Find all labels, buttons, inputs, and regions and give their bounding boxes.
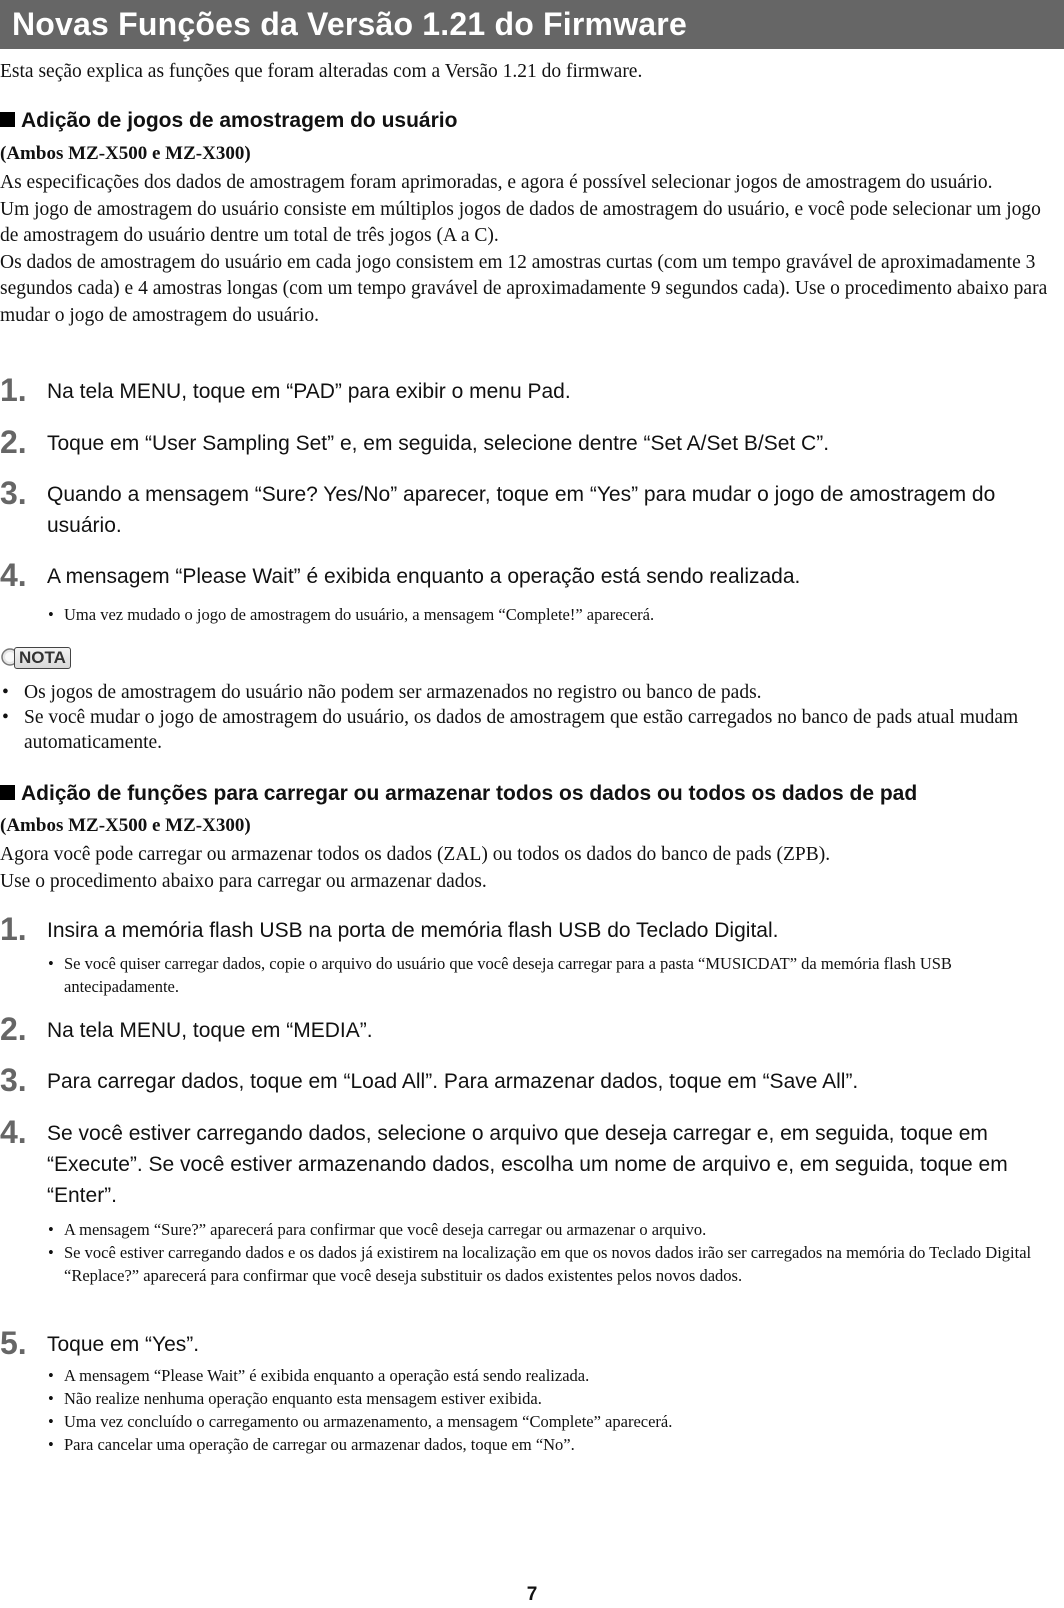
section2-step-1 bbox=[0, 911, 1060, 947]
section2-paragraphs bbox=[0, 842, 1060, 895]
paragraph: Os dados de amostragem do usuário em cada jogo consistem em 12 amostras curtas (com um tempo gravável de aproximadamente 3 segundos cada) e 4 amostras longas (com um tempo gravável de aproximadamente 9 segundos cada). Use o procedimento abaixo para mudar o jogo de amostragem do usuário. bbox=[0, 251, 1048, 326]
step-number: 2. bbox=[0, 1011, 27, 1047]
square-bullet-icon bbox=[0, 785, 15, 800]
section1-step-1 bbox=[0, 372, 1060, 408]
page-title: Novas Funções da Versão 1.21 do Firmware bbox=[12, 6, 687, 42]
section2-step-2 bbox=[0, 1011, 1060, 1047]
step-number: 4. bbox=[0, 1114, 27, 1150]
list-item: • Não realize nenhuma operação enquanto esta mensagem estiver exibida. bbox=[48, 1387, 1048, 1410]
section1-models: (Ambos MZ-X500 e MZ-X300) bbox=[0, 143, 251, 164]
step-number: 1. bbox=[0, 911, 27, 947]
section2-step-4 bbox=[0, 1114, 1060, 1211]
section2-step-5 bbox=[0, 1325, 1060, 1361]
section1-heading bbox=[0, 108, 457, 134]
step-number: 1. bbox=[0, 372, 27, 408]
section2-step5-bullets bbox=[48, 1364, 1048, 1456]
list-item: • Os jogos de amostragem do usuário não podem ser armazenados no registro ou banco de pads. bbox=[2, 680, 1042, 705]
section1-step4-bullets bbox=[48, 603, 1048, 626]
list-item: • A mensagem “Sure?” aparecerá para confirmar que você deseja carregar ou armazenar o arquivo. bbox=[48, 1218, 1048, 1241]
step-number: 3. bbox=[0, 1062, 27, 1098]
step-text: Insira a memória flash USB na porta de memória flash USB do Teclado Digital. bbox=[47, 919, 779, 942]
step-text: Na tela MENU, toque em “PAD” para exibir o menu Pad. bbox=[47, 380, 571, 403]
section2-step-3 bbox=[0, 1062, 1060, 1098]
list-item: • A mensagem “Please Wait” é exibida enquanto a operação está sendo realizada. bbox=[48, 1364, 1048, 1387]
page-number: 7 bbox=[526, 1584, 538, 1605]
section1-heading-text: Adição de jogos de amostragem do usuário bbox=[21, 109, 458, 132]
step-text: Para carregar dados, toque em “Load All”. Para armazenar dados, toque em “Save All”. bbox=[47, 1070, 859, 1093]
list-item: • Uma vez concluído o carregamento ou armazenamento, a mensagem “Complete” aparecerá. bbox=[48, 1410, 1048, 1433]
step-text: Toque em “Yes”. bbox=[47, 1333, 200, 1356]
step-number: 3. bbox=[0, 475, 27, 511]
step-text: Na tela MENU, toque em “MEDIA”. bbox=[47, 1019, 373, 1042]
step-number: 5. bbox=[0, 1325, 27, 1361]
square-bullet-icon bbox=[0, 112, 15, 127]
list-item: • Se você quiser carregar dados, copie o arquivo do usuário que você deseja carregar para a pasta “MUSICDAT” da memória flash USB antecipadamente. bbox=[48, 952, 1048, 998]
section2-models: (Ambos MZ-X500 e MZ-X300) bbox=[0, 815, 251, 836]
section2-heading-text: Adição de funções para carregar ou armazenar todos os dados ou todos os dados de pad bbox=[21, 782, 918, 805]
paragraph: Um jogo de amostragem do usuário consiste em múltiplos jogos de dados de amostragem do usuário, e você pode selecionar um jogo de amostragem do usuário dentre um total de três jogos (A a C). bbox=[0, 198, 1041, 246]
section1-step-4 bbox=[0, 557, 1060, 593]
title-bar bbox=[0, 0, 1064, 49]
section1-paragraphs bbox=[0, 170, 1060, 329]
section1-step-3 bbox=[0, 475, 1060, 541]
step-text: Quando a mensagem “Sure? Yes/No” aparecer, toque em “Yes” para mudar o jogo de amostragem do usuário. bbox=[47, 483, 996, 537]
step-number: 2. bbox=[0, 424, 27, 460]
note-label bbox=[0, 647, 71, 669]
step-number: 4. bbox=[0, 557, 27, 593]
list-item: • Para cancelar uma operação de carregar ou armazenar dados, toque em “No”. bbox=[48, 1433, 1048, 1456]
step-text: A mensagem “Please Wait” é exibida enquanto a operação está sendo realizada. bbox=[47, 565, 801, 588]
list-item: • Se você mudar o jogo de amostragem do usuário, os dados de amostragem que estão carregados no banco de pads atual mudam automaticamente. bbox=[2, 705, 1042, 755]
note-bullets bbox=[2, 680, 1042, 755]
step-text: Toque em “User Sampling Set” e, em seguida, selecione dentre “Set A/Set B/Set C”. bbox=[47, 432, 830, 455]
paragraph: Agora você pode carregar ou armazenar todos os dados (ZAL) ou todos os dados do banco de pads (ZPB). bbox=[0, 844, 831, 865]
section1-step-2 bbox=[0, 424, 1060, 460]
list-item: • Uma vez mudado o jogo de amostragem do usuário, a mensagem “Complete!” aparecerá. bbox=[48, 603, 1048, 626]
section2-step4-bullets bbox=[48, 1218, 1048, 1287]
step-text: Se você estiver carregando dados, selecione o arquivo que deseja carregar e, em seguida, toque em “Execute”. Se você estiver armazenando dados, escolha um nome de arquivo e, em seguida, toque em “Enter”. bbox=[47, 1122, 1008, 1207]
note-badge: NOTA bbox=[14, 647, 71, 669]
section2-heading bbox=[0, 781, 917, 807]
intro-text: Esta seção explica as funções que foram alteradas com a Versão 1.21 do firmware. bbox=[0, 61, 643, 82]
section2-step1-bullets bbox=[48, 952, 1048, 998]
paragraph: As especificações dos dados de amostragem foram aprimoradas, e agora é possível selecionar jogos de amostragem do usuário. bbox=[0, 172, 993, 193]
paragraph: Use o procedimento abaixo para carregar ou armazenar dados. bbox=[0, 870, 487, 892]
list-item: • Se você estiver carregando dados e os dados já existirem na localização em que os novos dados irão ser carregados na memória do Teclado Digital “Replace?” aparecerá para confirmar que você deseja substituir os dados existentes pelos novos dados. bbox=[48, 1241, 1048, 1287]
